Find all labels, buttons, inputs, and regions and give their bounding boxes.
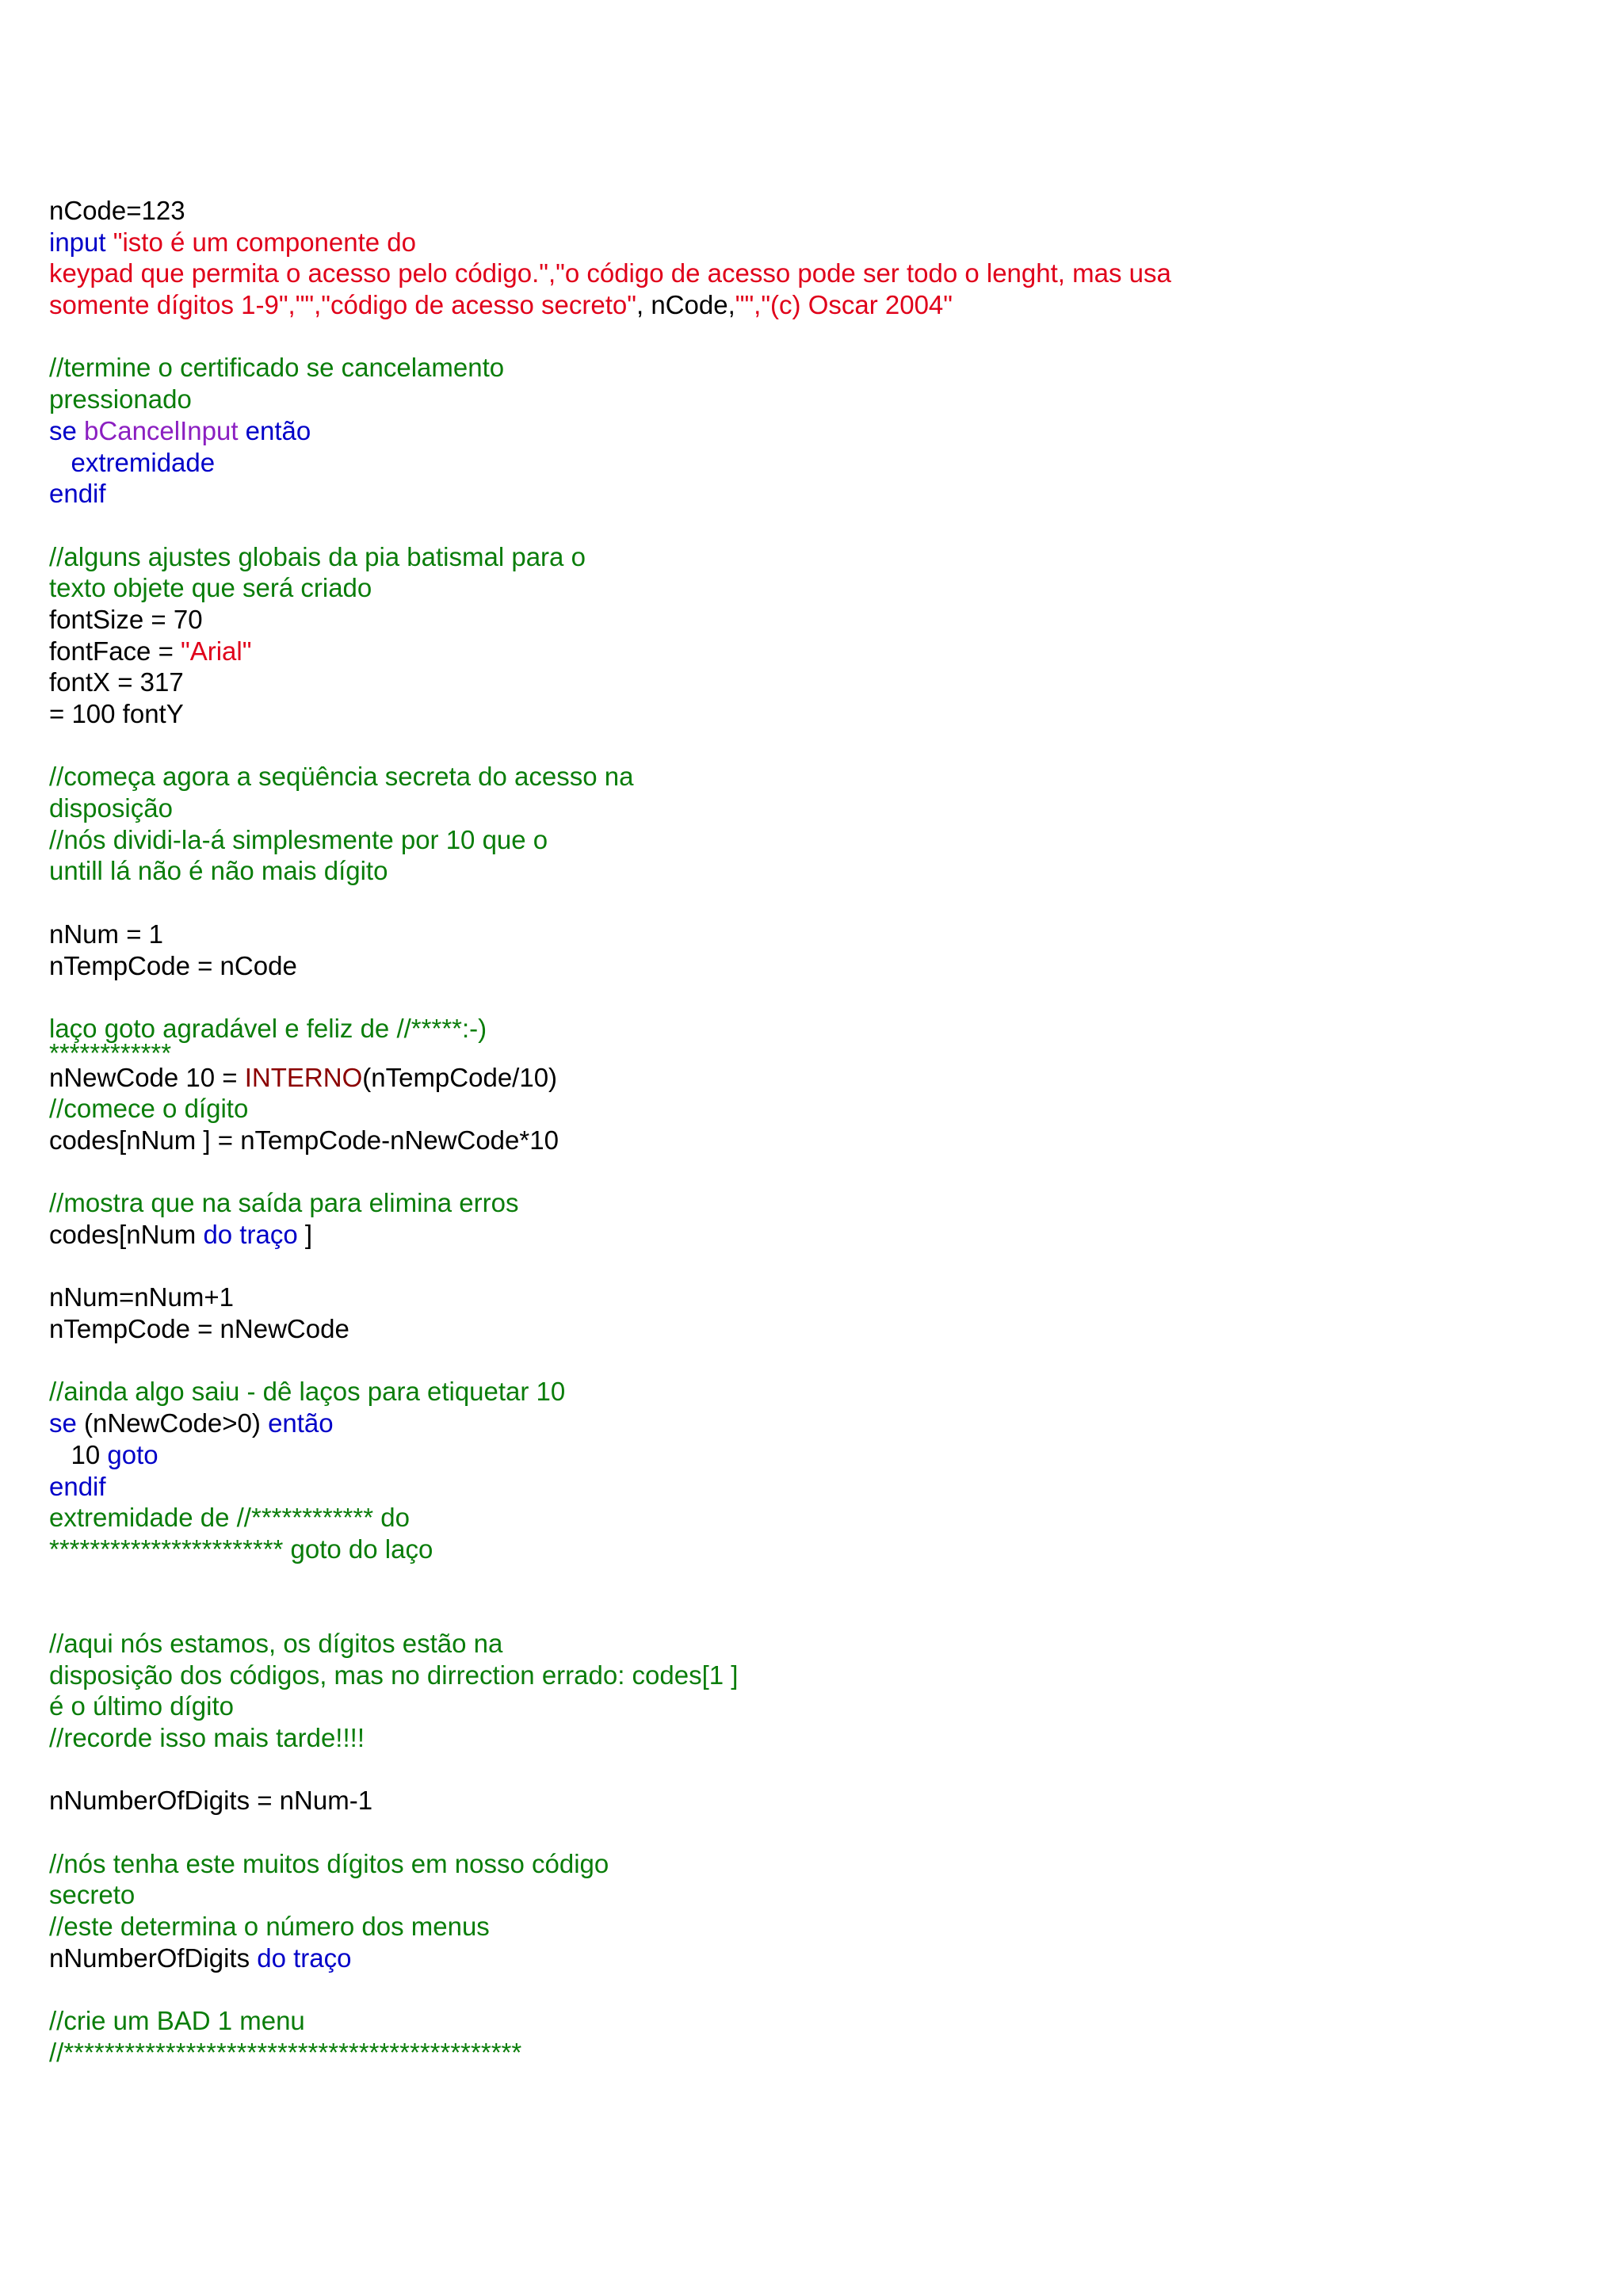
code-token-string: "Arial" [181,636,252,666]
code-token-comment: texto objete que será criado [49,573,372,603]
code-token-plain: nNumberOfDigits = nNum-1 [49,1786,373,1816]
code-token-comment: untill lá não é não mais dígito [49,856,388,886]
code-line [49,2005,1587,2037]
code-token-comment: //recorde isso mais tarde!!!! [49,1723,365,1752]
code-line [49,541,1587,573]
code-line [49,415,1587,447]
code-token-comment: secreto [49,1880,136,1910]
code-line [49,1943,1587,1974]
code-token-comment: ************ [49,1037,172,1068]
code-token-comment: //comece o dígito [49,1094,249,1124]
code-line [49,1879,1587,1911]
blank-line [49,510,1587,541]
code-line [49,1439,1587,1471]
code-token-plain: codes[nNum [49,1220,204,1249]
code-token-plain: (nTempCode/10) [362,1062,558,1092]
code-token-keyword: do traço [203,1220,298,1249]
blank-line [49,887,1587,919]
code-token-variable: bCancelInput [84,415,239,445]
code-line [49,1187,1587,1219]
code-token-plain: nTempCode = nCode [49,950,297,980]
code-token-plain: nNewCode 10 = [49,1062,245,1092]
code-line [49,1785,1587,1817]
code-token-plain: (nNewCode>0) [84,1408,269,1438]
code-line [49,1534,1587,1565]
code-token-string: "isto é um componente do [113,227,417,257]
code-token-plain: ] [297,1220,313,1249]
code-line [49,2037,1587,2069]
blank-line [49,321,1587,353]
code-line [49,604,1587,636]
code-token-comment: *********************** goto do laço [49,1534,433,1564]
code-token-plain: nNumberOfDigits [49,1943,258,1973]
code-token-comment: //crie um BAD 1 menu [49,2006,305,2036]
code-token-string: somente dígitos 1-9","","código de acesso secreto" [49,290,636,320]
code-line [49,698,1587,730]
blank-line [49,1251,1587,1282]
code-token-plain: fontSize = 70 [49,604,203,634]
code-line [49,919,1587,950]
code-line [49,447,1587,479]
blank-line [49,1974,1587,2006]
code-line [49,1125,1587,1156]
code-token-plain: nTempCode = nNewCode [49,1314,349,1344]
code-token-keyword: se [49,415,85,445]
code-token-plain: 10 [49,1439,108,1469]
code-token-comment: //alguns ajustes globais da pia batismal para o [49,541,586,571]
code-token-plain: fontX = 317 [49,667,184,697]
code-line [49,478,1587,510]
code-line [49,1628,1587,1660]
code-token-comment: //termine o certificado se cancelamento [49,353,505,383]
blank-line [49,1565,1587,1597]
code-token-keyword: então [268,1408,334,1438]
code-line [49,227,1587,258]
blank-line [49,730,1587,762]
code-line [49,1502,1587,1534]
code-line [49,1690,1587,1722]
code-token-comment: //ainda algo saiu - dê laços para etiquetar 10 [49,1377,566,1407]
code-line [49,824,1587,856]
code-line [49,1093,1587,1125]
code-line [49,1219,1587,1251]
code-line [49,950,1587,982]
blank-line [49,1596,1587,1628]
code-token-comment: //mostra que na saída para elimina erros [49,1188,519,1218]
code-token-comment: é o último dígito [49,1691,234,1721]
code-line [49,384,1587,415]
code-line [49,289,1587,321]
code-line [49,1313,1587,1345]
blank-line [49,1754,1587,1786]
blank-line [49,1345,1587,1377]
code-line [49,1013,1587,1045]
code-token-plain: = 100 fontY [49,699,184,728]
code-token-keyword: se [49,1408,85,1438]
blank-line [49,981,1587,1013]
code-line [49,1282,1587,1313]
code-token-plain: fontFace = [49,636,181,666]
code-line [49,1722,1587,1754]
code-token-comment: extremidade de //************ do [49,1503,410,1533]
code-token-comment: disposição dos códigos, mas no dirrection errado: codes[1 ] [49,1660,739,1690]
code-token-string: "","(c) Oscar 2004" [735,290,953,320]
code-line [49,636,1587,667]
code-token-comment: pressionado [49,384,192,415]
code-line [49,1037,1587,1068]
code-token-plain: , nCode, [636,290,735,320]
code-line [49,761,1587,793]
code-token-keyword: goto [107,1439,158,1469]
code-listing [49,195,1587,2069]
code-token-comment: laço goto agradável e feliz de //*****:-) [49,1013,487,1043]
code-token-plain: nNum=nNum+1 [49,1282,234,1312]
code-token-comment: //este determina o número dos menus [49,1912,490,1942]
code-token-string: keypad que permita o acesso pelo código.","o código de acesso pode ser todo o lenght, mas usa [49,258,1171,288]
code-line [49,793,1587,824]
code-token-comment: //nós tenha este muitos dígitos em nosso código [49,1848,609,1878]
code-line [49,1408,1587,1439]
code-token-comment: //aqui nós estamos, os dígitos estão na [49,1628,503,1658]
code-line [49,195,1587,227]
code-token-keyword: endif [49,479,106,509]
code-token-plain: nNum = 1 [49,919,163,949]
code-token-comment: //nós dividi-la-á simplesmente por 10 que o [49,824,548,854]
code-token-comment: //********************************************* [49,2037,522,2067]
code-token-keyword: do traço [257,1943,352,1973]
code-token-keyword: então [238,415,311,445]
code-line [49,1911,1587,1943]
code-line [49,1848,1587,1880]
code-token-plain: codes[nNum ] = nTempCode-nNewCode*10 [49,1125,559,1155]
code-token-keyword: endif [49,1471,106,1501]
code-line [49,1660,1587,1691]
code-token-keyword: extremidade [49,447,216,477]
code-token-comment: //começa agora a seqüência secreta do acesso na [49,762,634,792]
code-token-function: INTERNO [244,1062,363,1092]
code-line [49,572,1587,604]
code-line [49,1376,1587,1408]
code-line [49,667,1587,698]
code-line [49,855,1587,887]
code-line [49,352,1587,384]
code-line [49,1471,1587,1503]
blank-line [49,1817,1587,1848]
code-line [49,1062,1587,1094]
code-token-keyword: input [49,227,113,257]
code-token-comment: disposição [49,793,173,823]
code-line [49,258,1587,289]
code-token-plain: nCode=123 [49,196,185,225]
blank-line [49,1156,1587,1188]
